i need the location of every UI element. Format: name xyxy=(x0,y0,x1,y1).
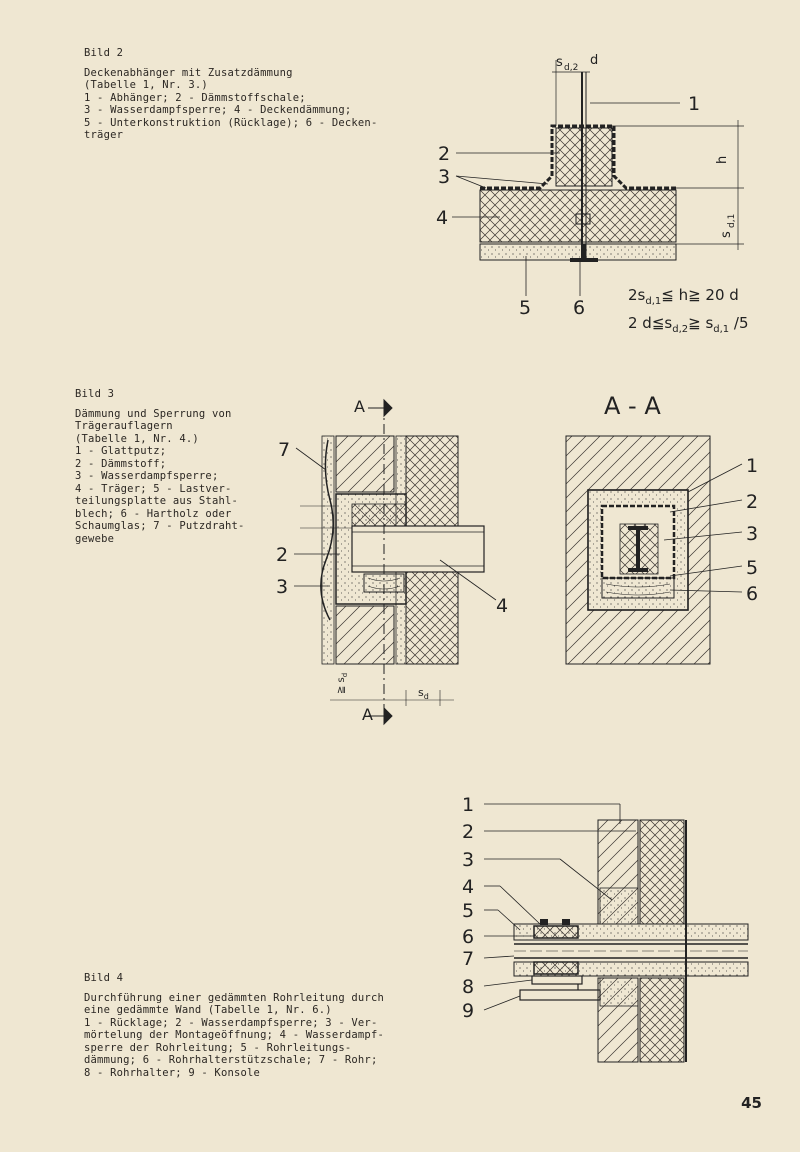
formula2-sub1: d,2 xyxy=(672,324,689,335)
figure3-line: (Tabelle 1, Nr. 4.) xyxy=(75,432,199,445)
fig4-callout: 4 xyxy=(462,876,475,898)
fig3-aa-callout: 3 xyxy=(746,523,759,545)
figure2-line: träger xyxy=(84,129,124,141)
figure4-line: sperre der Rohrleitung; 5 - Rohrleitungs- xyxy=(84,1041,352,1054)
fig3-aa-callout: 5 xyxy=(746,557,759,579)
page-number: 45 xyxy=(741,1094,762,1112)
fig4-callout: 9 xyxy=(462,1000,475,1022)
fig2-dim-sd2: s xyxy=(556,55,563,70)
figure2-line: Deckenabhänger mit Zusatzdämmung xyxy=(84,66,293,79)
sd-sub: d xyxy=(423,692,429,701)
fig3-dim-sd-left xyxy=(336,673,349,694)
fig2-dim-h: h xyxy=(715,155,730,164)
figure2-title: Bild 2 xyxy=(84,47,124,59)
fig3-callout: 3 xyxy=(276,576,289,598)
fig2-callout: 1 xyxy=(688,93,701,115)
fig3-section-label: A - A xyxy=(604,392,661,420)
figure3-line: 2 - Dämmstoff; xyxy=(75,457,167,470)
formula2-a: 2 d≦s xyxy=(628,314,673,332)
figure3-line: 3 - Wasserdampfsperre; xyxy=(75,470,219,482)
figure2-line: (Tabelle 1, Nr. 3.) xyxy=(84,79,208,91)
fig4-callout: 2 xyxy=(462,821,475,843)
figure2-drawing xyxy=(452,60,744,296)
figure4-line: mörtelung der Montageöffnung; 4 - Wasserdampf- xyxy=(84,1029,384,1041)
figure4-line: eine gedämmte Wand (Tabelle 1, Nr. 6.) xyxy=(84,1004,332,1016)
formula2-c: /5 xyxy=(729,314,749,332)
fig3-aa-callout: 2 xyxy=(746,491,759,513)
figure3-line: Schaumglas; 7 - Putzdraht- xyxy=(75,520,245,532)
figure3-line: blech; 6 - Hartholz oder xyxy=(75,507,232,520)
formula1-b: ≦ h≧ 20 d xyxy=(661,286,739,304)
figure4-line: 8 - Rohrhalter; 9 - Konsole xyxy=(84,1066,261,1079)
fig3-aa-callout: 1 xyxy=(746,455,759,477)
fig4-callout: 5 xyxy=(462,900,475,922)
figure4-line: 1 - Rücklage; 2 - Wasserdampfsperre; 3 - Ver- xyxy=(84,1016,378,1029)
sd2-s: ≧ s xyxy=(336,677,347,694)
figure3-line: Dämmung und Sperrung von xyxy=(75,407,232,420)
fig2-formula2 xyxy=(628,314,749,335)
figure3-line: Trägerauflagern xyxy=(75,420,173,432)
figure3-aa-drawing xyxy=(566,436,742,664)
fig3-cut-label-top: A xyxy=(354,397,365,416)
figure4-line: Durchführung einer gedämmten Rohrleitung durch xyxy=(84,991,384,1004)
fig3-callout: 4 xyxy=(496,595,509,617)
sd2-sub: d xyxy=(341,672,349,678)
fig2-formula1 xyxy=(628,286,739,307)
formula1-a: 2s xyxy=(628,286,646,304)
fig3-aa-callout: 6 xyxy=(746,583,759,605)
figure3-line: 1 - Glattputz; xyxy=(75,445,167,457)
fig2-callout: 4 xyxy=(436,207,449,229)
fig2-callout: 6 xyxy=(573,297,586,319)
figure3-line: teilungsplatte aus Stahl- xyxy=(75,495,239,507)
figure2-line: 3 - Wasserdampfsperre; 4 - Deckendämmung; xyxy=(84,104,352,116)
fig2-callout: 5 xyxy=(519,297,532,319)
figure3-section-drawing xyxy=(294,400,496,724)
fig4-callout: 1 xyxy=(462,794,475,816)
figure2-line: 1 - Abhänger; 2 - Dämmstoffschale; xyxy=(84,91,306,104)
formula2-sub2: d,1 xyxy=(713,324,730,335)
figure4-drawing xyxy=(484,804,748,1062)
figure2-line: 5 - Unterkonstruktion (Rücklage); 6 - Decken- xyxy=(84,116,378,129)
fig2-dim-sd2-sub: d,2 xyxy=(564,63,579,73)
figure4-title: Bild 4 xyxy=(84,972,124,984)
sd-s: s xyxy=(418,686,424,699)
fig3-callout: 2 xyxy=(276,544,289,566)
figure3-line: 4 - Träger; 5 - Lastver- xyxy=(75,482,232,495)
figure4-line: dämmung; 6 - Rohrhalterstützschale; 7 - Rohr; xyxy=(84,1054,378,1066)
fig4-callout: 6 xyxy=(462,926,475,948)
formula2-b: ≧ s xyxy=(688,314,714,332)
fig2-dim-d: d xyxy=(590,53,599,68)
fig3-dim-sd-bottom xyxy=(418,686,429,701)
figure3-title: Bild 3 xyxy=(75,388,115,400)
fig2-dim-sd1-sub: d,1 xyxy=(727,213,737,228)
fig4-callout: 7 xyxy=(462,948,475,970)
fig4-callout: 8 xyxy=(462,976,475,998)
fig4-callout: 3 xyxy=(462,849,475,871)
fig3-cut-label-bottom: A xyxy=(362,705,373,724)
formula1-sub: d,1 xyxy=(645,296,662,307)
fig2-callout: 3 xyxy=(438,166,451,188)
fig2-dim-sd1: s xyxy=(719,231,734,238)
figure3-line: gewebe xyxy=(75,532,115,545)
fig2-callout: 2 xyxy=(438,143,451,165)
fig3-callout: 7 xyxy=(278,439,291,461)
